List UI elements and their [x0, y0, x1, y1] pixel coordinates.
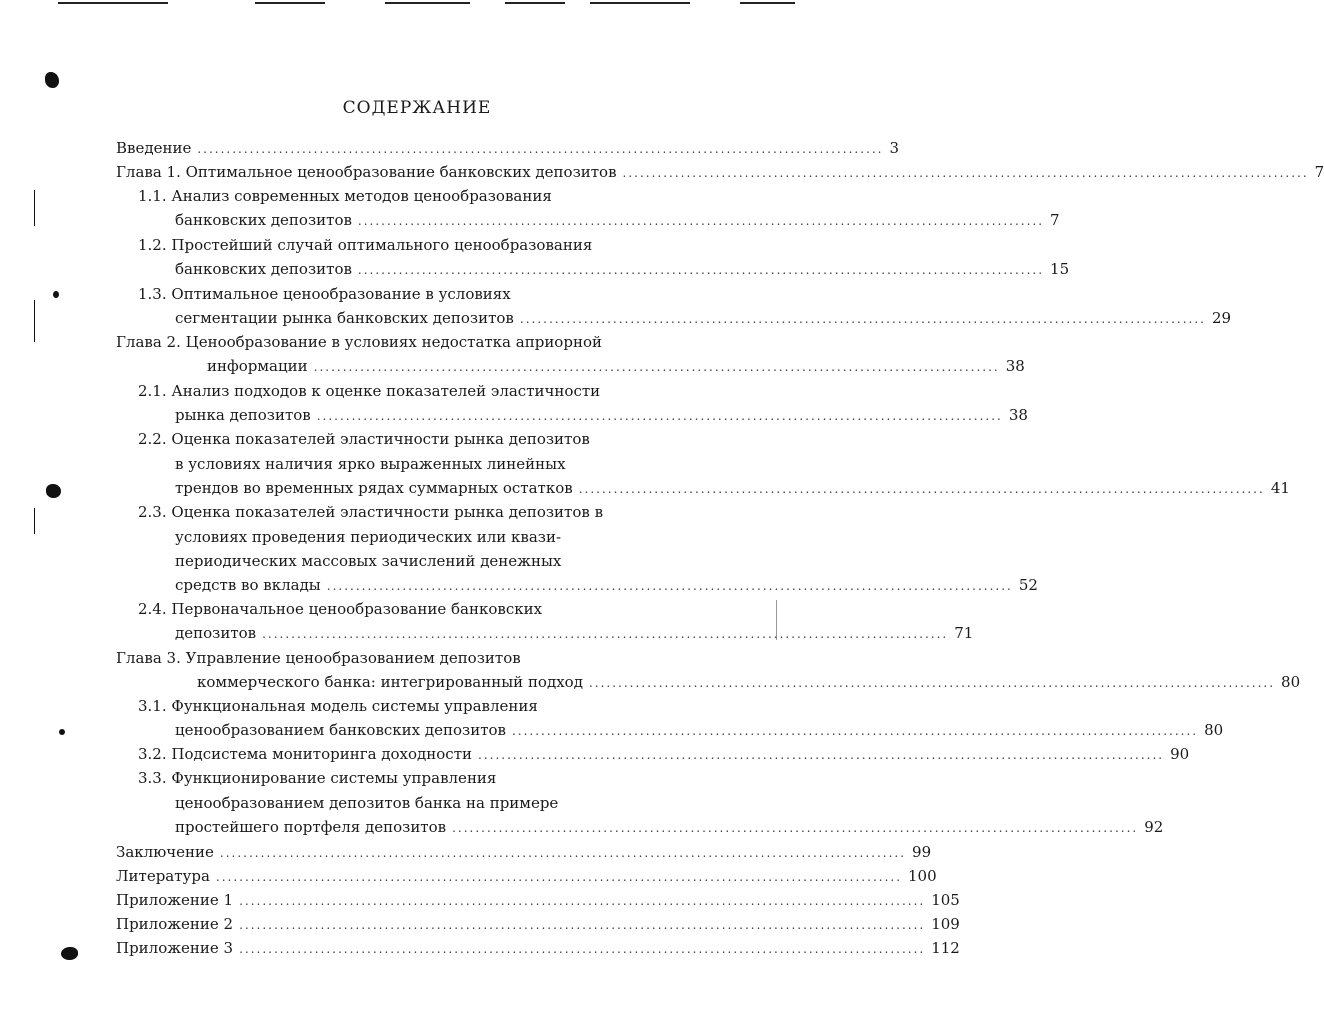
scan-top-line-4 [505, 2, 565, 4]
toc-entry-text: информации [207, 357, 308, 375]
toc-entry-2-4-line-2 [175, 622, 974, 644]
dot-leader: ...................................................................................................................... [622, 166, 1309, 180]
toc-page-number: 80 [1204, 721, 1224, 739]
toc-entry-text: Глава 3. Управление ценообразованием депозитов [116, 649, 521, 667]
toc-entry-1-3-line-1 [138, 283, 690, 305]
dot-leader: ...................................................................................................................... [588, 676, 1276, 690]
toc-entry-3-3-line-2 [175, 792, 690, 814]
punch-hole-mark-2 [53, 291, 59, 298]
toc-entry-1-3-line-2 [175, 307, 1232, 329]
toc-page-number: 7 [1314, 163, 1324, 181]
dot-leader: ...................................................................................................................... [215, 870, 903, 884]
toc-entry-2-3-line-4 [175, 574, 1038, 596]
toc-entry-text: рынка депозитов [175, 406, 311, 424]
dot-leader: ...................................................................................................................... [452, 821, 1139, 835]
toc-page-number: 99 [912, 843, 932, 861]
punch-hole-mark-4 [59, 729, 65, 735]
toc-entry-text: Глава 2. Ценообразование в условиях недостатка априорной [116, 333, 602, 351]
toc-page-number: 100 [908, 867, 937, 885]
toc-entry-text: коммерческого банка: интегрированный подход [197, 673, 583, 691]
toc-entry-chapter-1 [116, 161, 1324, 183]
toc-entry-3-3-line-1 [138, 767, 690, 789]
toc-entry-appendix-1 [116, 889, 960, 911]
toc-page-number: 52 [1018, 576, 1038, 594]
toc-entry-text: 1.3. Оптимальное ценообразование в условиях [138, 285, 511, 303]
dot-leader: ...................................................................................................................... [578, 482, 1265, 496]
dot-leader: ...................................................................................................................... [262, 627, 949, 641]
toc-entry-2-3-line-3 [175, 550, 690, 572]
toc-entry-text: Глава 1. Оптимальное ценообразование банковских депозитов [116, 163, 617, 181]
toc-entry-2-2-line-2 [175, 453, 690, 475]
toc-entry-1-1-line-1 [138, 185, 690, 207]
toc-entry-text: условиях проведения периодических или квази- [175, 528, 562, 546]
toc-page-number: 29 [1211, 309, 1232, 327]
toc-page-number: 80 [1281, 673, 1301, 691]
toc-entry-text: 1.1. Анализ современных методов ценообразования [138, 187, 552, 205]
toc-entry-text: 2.4. Первоначальное ценообразование банковских [138, 600, 543, 618]
toc-page-number: 109 [931, 915, 960, 933]
punch-hole-mark-1 [45, 72, 59, 88]
toc-entry-1-2-line-2 [175, 258, 1070, 280]
toc-entry-chapter-3-line-2 [197, 671, 1301, 693]
dot-leader: ...................................................................................................................... [239, 942, 926, 956]
dot-leader: ...................................................................................................................... [313, 360, 1000, 374]
page-title: СОДЕРЖАНИЕ [342, 98, 492, 118]
toc-entry-text: ценообразованием депозитов банка на примере [175, 794, 559, 812]
toc-entry-chapter-3-line-1 [116, 647, 690, 669]
toc-entry-text: 1.2. Простейший случай оптимального ценообразования [138, 236, 593, 254]
toc-entry-text: депозитов [175, 624, 257, 642]
toc-entry-text: Введение [116, 139, 192, 157]
toc-entry-text: ценообразованием банковских депозитов [175, 721, 506, 739]
toc-page-number: 105 [931, 891, 960, 909]
toc-page-number: 3 [889, 139, 899, 157]
dot-leader: ...................................................................................................................... [316, 409, 1003, 423]
toc-entry-3-3-line-3 [175, 816, 1164, 838]
toc-entry-text: периодических массовых зачислений денежных [175, 552, 562, 570]
toc-entry-text: банковских депозитов [175, 260, 352, 278]
toc-entry-text: трендов во временных рядах суммарных остатков [175, 479, 573, 497]
toc-entry-text: 3.2. Подсистема мониторинга доходности [138, 745, 472, 763]
punch-hole-mark-3 [46, 484, 61, 498]
toc-entry-text: Литература [116, 867, 210, 885]
toc-page-number: 15 [1050, 260, 1070, 278]
toc-entry-appendix-3 [116, 937, 960, 959]
dot-leader: ...................................................................................................................... [511, 724, 1199, 738]
margin-line-1 [34, 190, 35, 226]
toc-entry-3-2 [138, 743, 1190, 765]
toc-entry-text: банковских депозитов [175, 211, 352, 229]
margin-line-2 [34, 300, 35, 342]
dot-leader: ...................................................................................................................... [197, 142, 884, 156]
toc-entry-text: 2.2. Оценка показателей эластичности рынка депозитов [138, 430, 590, 448]
toc-entry-text: простейшего портфеля депозитов [175, 818, 447, 836]
toc-page-number: 112 [931, 939, 960, 957]
toc-entry-appendix-2 [116, 913, 960, 935]
toc-entry-text: Приложение 2 [116, 915, 234, 933]
toc-entry-conclusion [116, 841, 932, 863]
toc-page-number: 71 [954, 624, 974, 642]
toc-entry-2-2-line-1 [138, 428, 690, 450]
margin-line-3 [34, 508, 35, 534]
toc-page-number: 90 [1170, 745, 1190, 763]
toc-entry-text: в условиях наличия ярко выраженных линейных [175, 455, 566, 473]
toc-page-number: 41 [1270, 479, 1290, 497]
scan-top-line-3 [385, 2, 470, 4]
toc-entry-2-1-line-2 [175, 404, 1028, 426]
toc-entry-2-4-line-1 [138, 598, 690, 620]
toc-entry-3-1-line-2 [175, 719, 1224, 741]
toc-entry-text: 2.3. Оценка показателей эластичности рынка депозитов в [138, 503, 604, 521]
toc-entry-text: Приложение 1 [116, 891, 234, 909]
punch-hole-mark-5 [61, 947, 78, 960]
toc-entry-text: 2.1. Анализ подходов к оценке показателей эластичности [138, 382, 601, 400]
dot-leader: ...................................................................................................................... [519, 312, 1206, 326]
toc-entry-text: 3.1. Функциональная модель системы управления [138, 697, 538, 715]
toc-entry-1-2-line-1 [138, 234, 690, 256]
dot-leader: ...................................................................................................................... [239, 894, 926, 908]
dot-leader: ...................................................................................................................... [326, 579, 1013, 593]
toc-entry-3-1-line-1 [138, 695, 690, 717]
toc-entry-2-1-line-1 [138, 380, 690, 402]
toc-entry-2-3-line-2 [175, 526, 690, 548]
toc-entry-text: сегментации рынка банковских депозитов [175, 309, 514, 327]
scan-top-line-1 [58, 2, 168, 4]
toc-page-number: 38 [1008, 406, 1028, 424]
toc-entry-intro [116, 137, 899, 159]
toc-entry-text: Приложение 3 [116, 939, 234, 957]
scan-top-line-2 [255, 2, 325, 4]
dot-leader: ...................................................................................................................... [357, 263, 1045, 277]
toc-entry-literature [116, 865, 937, 887]
dot-leader: ...................................................................................................................... [219, 846, 907, 860]
toc-entry-2-3-line-1 [138, 501, 690, 523]
toc-page-number: 38 [1005, 357, 1025, 375]
toc-entry-1-1-line-2 [175, 209, 1060, 231]
dot-leader: ...................................................................................................................... [478, 748, 1165, 762]
toc-entry-chapter-2-line-2 [207, 355, 1025, 377]
toc-entry-text: средств во вклады [175, 576, 321, 594]
dot-leader: ...................................................................................................................... [357, 214, 1045, 228]
toc-entry-text: 3.3. Функционирование системы управления [138, 769, 497, 787]
dot-leader: ...................................................................................................................... [239, 918, 926, 932]
scan-top-line-6 [740, 2, 795, 4]
toc-entry-text: Заключение [116, 843, 214, 861]
toc-entry-2-2-line-3 [175, 477, 1290, 499]
scan-top-line-5 [590, 2, 690, 4]
toc-entry-chapter-2-line-1 [116, 331, 690, 353]
toc-page-number: 7 [1050, 211, 1060, 229]
toc-page-number: 92 [1144, 818, 1164, 836]
